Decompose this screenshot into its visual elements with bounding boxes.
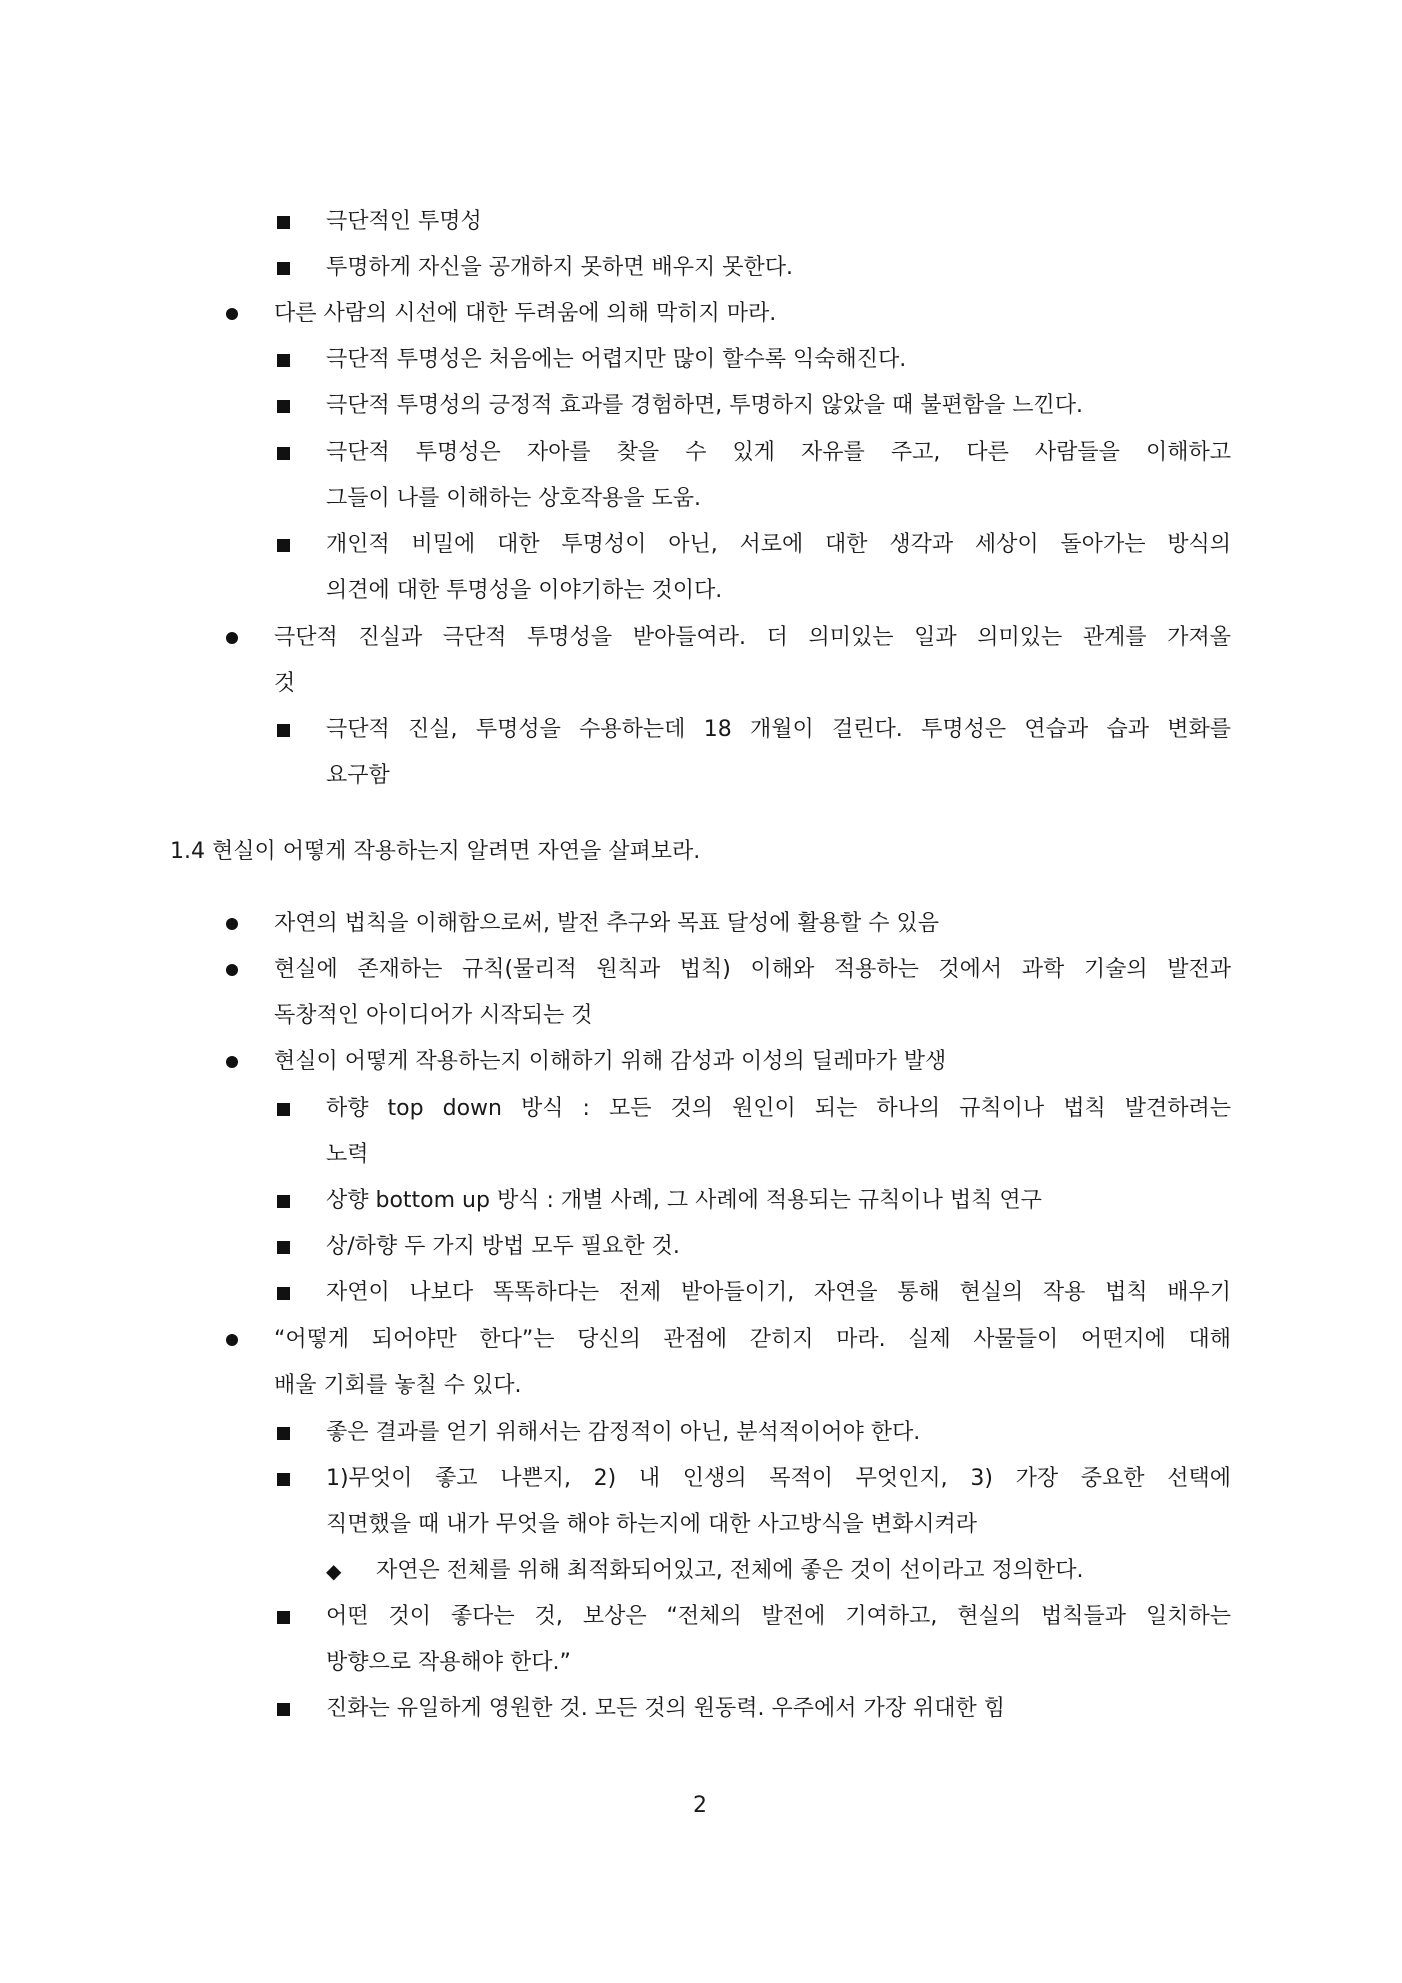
list-item-continuation: 그들이 나를 이해하는 상호작용을 도움. <box>326 486 701 511</box>
list-item: 극단적인 투명성 <box>326 209 482 234</box>
list-item-continuation: 것 <box>274 671 296 696</box>
list-item-continuation: 배울 기회를 놓칠 수 있다. <box>274 1373 522 1398</box>
circle-bullet-icon <box>226 964 238 976</box>
square-bullet-icon <box>277 1287 290 1300</box>
square-bullet-icon <box>277 724 290 737</box>
square-bullet-icon <box>277 1103 290 1116</box>
list-item: 좋은 결과를 얻기 위해서는 감정적이 아닌, 분석적이어야 한다. <box>326 1420 921 1445</box>
list-item: 상향 bottom up 방식 : 개별 사례, 그 사례에 적용되는 규칙이나 법칙 연구 <box>326 1188 1042 1213</box>
square-bullet-icon <box>277 1241 290 1254</box>
diamond-bullet-icon: ◆ <box>326 1559 342 1583</box>
list-item: “어떻게 되어야만 한다”는 당신의 관점에 갇히지 마라. 실제 사물들이 어떤지에 대해 <box>274 1327 1231 1352</box>
circle-bullet-icon <box>226 308 238 320</box>
square-bullet-icon <box>277 1473 290 1486</box>
list-item: 자연은 전체를 위해 최적화되어있고, 전체에 좋은 것이 선이라고 정의한다. <box>376 1558 1084 1583</box>
page-number: 2 <box>693 1793 707 1818</box>
circle-bullet-icon <box>226 632 238 644</box>
list-item: 자연의 법칙을 이해함으로써, 발전 추구와 목표 달성에 활용할 수 있음 <box>274 911 939 936</box>
list-item: 하향 top down 방식 : 모든 것의 원인이 되는 하나의 규칙이나 법칙 발견하려는 <box>326 1096 1231 1121</box>
list-item: 1)무엇이 좋고 나쁜지, 2) 내 인생의 목적이 무엇인지, 3) 가장 중요한 선택에 <box>326 1466 1231 1491</box>
list-item: 개인적 비밀에 대한 투명성이 아닌, 서로에 대한 생각과 세상이 돌아가는 방식의 <box>326 532 1231 557</box>
circle-bullet-icon <box>226 1056 238 1068</box>
square-bullet-icon <box>277 1195 290 1208</box>
list-item: 다른 사람의 시선에 대한 두려움에 의해 막히지 마라. <box>274 301 777 326</box>
square-bullet-icon <box>277 539 290 552</box>
list-item-continuation: 독창적인 아이디어가 시작되는 것 <box>274 1003 593 1028</box>
square-bullet-icon <box>277 354 290 367</box>
list-item-continuation: 의견에 대한 투명성을 이야기하는 것이다. <box>326 578 723 603</box>
list-item: 현실이 어떻게 작용하는지 이해하기 위해 감성과 이성의 딜레마가 발생 <box>274 1049 947 1074</box>
list-item: 현실에 존재하는 규칙(물리적 원칙과 법칙) 이해와 적용하는 것에서 과학 기술의 발전과 <box>274 957 1231 982</box>
circle-bullet-icon <box>226 918 238 930</box>
square-bullet-icon <box>277 400 290 413</box>
list-item-continuation: 노력 <box>326 1142 369 1167</box>
list-item: 극단적 진실과 극단적 투명성을 받아들여라. 더 의미있는 일과 의미있는 관계를 가져올 <box>274 625 1231 650</box>
list-item: 어떤 것이 좋다는 것, 보상은 “전체의 발전에 기여하고, 현실의 법칙들과 일치하는 <box>326 1604 1231 1629</box>
list-item: 극단적 투명성은 자아를 찾을 수 있게 자유를 주고, 다른 사람들을 이해하고 <box>326 440 1231 465</box>
list-item: 투명하게 자신을 공개하지 못하면 배우지 못한다. <box>326 255 794 280</box>
square-bullet-icon <box>277 1703 290 1716</box>
list-item: 자연이 나보다 똑똑하다는 전제 받아들이기, 자연을 통해 현실의 작용 법칙 배우기 <box>326 1280 1231 1305</box>
circle-bullet-icon <box>226 1334 238 1346</box>
section-heading: 1.4 현실이 어떻게 작용하는지 알려면 자연을 살펴보라. <box>170 839 701 864</box>
square-bullet-icon <box>277 1611 290 1624</box>
list-item: 극단적 진실, 투명성을 수용하는데 18 개월이 걸린다. 투명성은 연습과 습과 변화를 <box>326 717 1231 742</box>
list-item: 진화는 유일하게 영원한 것. 모든 것의 원동력. 우주에서 가장 위대한 힘 <box>326 1696 1005 1721</box>
list-item: 상/하향 두 가지 방법 모두 필요한 것. <box>326 1234 680 1259</box>
list-item: 극단적 투명성은 처음에는 어렵지만 많이 할수록 익숙해진다. <box>326 347 907 372</box>
list-item: 극단적 투명성의 긍정적 효과를 경험하면, 투명하지 않았을 때 불편함을 느낀다. <box>326 393 1083 418</box>
square-bullet-icon <box>277 447 290 460</box>
square-bullet-icon <box>277 1427 290 1440</box>
list-item-continuation: 방향으로 작용해야 한다.” <box>326 1650 571 1675</box>
square-bullet-icon <box>277 262 290 275</box>
list-item-continuation: 직면했을 때 내가 무엇을 해야 하는지에 대한 사고방식을 변화시켜라 <box>326 1512 978 1537</box>
square-bullet-icon <box>277 216 290 229</box>
list-item-continuation: 요구함 <box>326 763 390 788</box>
